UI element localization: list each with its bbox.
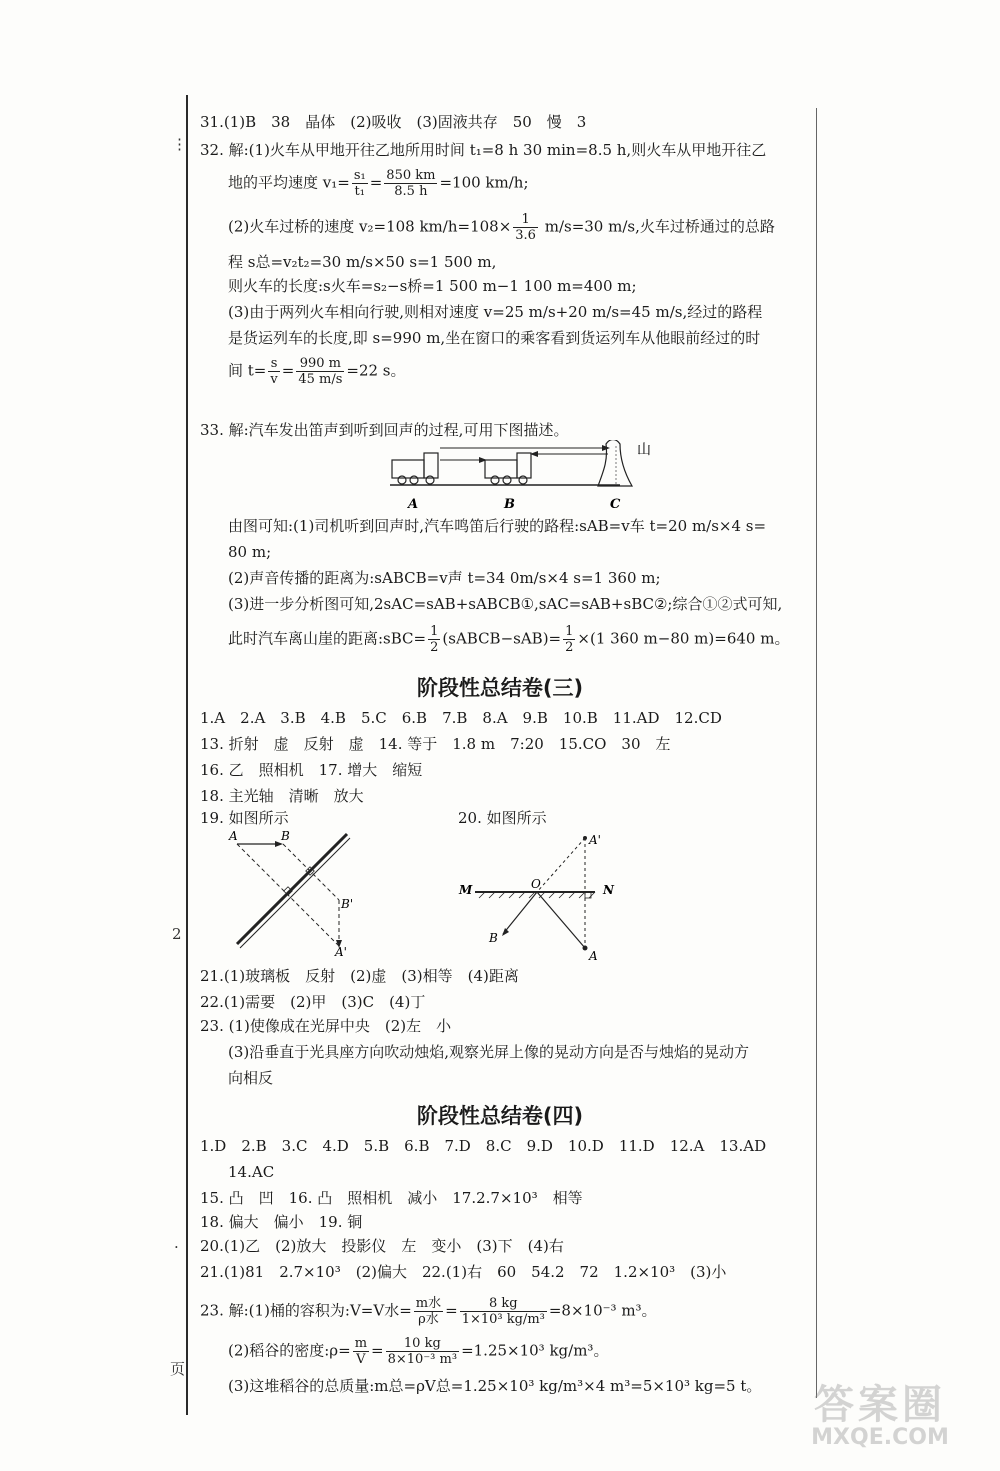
section-3-choices: 1.A 2.A 3.B 4.B 5.C 6.B 7.B 8.A 9.B 10.B 11.AD 12.CD [200, 709, 722, 727]
margin-page-number: 2 [172, 925, 182, 943]
mountain-label: 山 [637, 442, 651, 458]
answer-33-line-2: 由图可知:(1)司机听到回声时,汽车鸣笛后行驶的路程:sAB=v车 t=20 m/s×4 s= [228, 517, 767, 535]
watermark-title: 答案圈 [814, 1382, 946, 1428]
answer-32-line-5: 则火车的长度:s火车=s₂−s桥=1 500 m−1 100 m=400 m; [228, 277, 637, 295]
reflected-ray [503, 892, 537, 934]
label-b: B [281, 829, 290, 843]
plane-mirror [237, 834, 347, 944]
section-4-choices: 1.D 2.B 3.C 4.D 5.B 6.B 7.D 8.C 9.D 10.D 11.D 12.A 13.AD [200, 1137, 767, 1155]
truck-a-icon [392, 453, 438, 484]
fraction: $\frac{\text{s₁}}{\text{t₁}}$ [353, 168, 366, 199]
answer-33-line-6: 此时汽车离山崖的距离:sBC= $\frac{1}{2}$ (sABCB−sAB)= $\frac{1}{2}$ ×(1 360 m−80 m)=640 m。 [228, 624, 790, 655]
fraction: $\frac{s}{v}$ [270, 356, 278, 387]
section-3-answers-13-15: 13. 折射 虚 反射 虚 14. 等于 1.8 m 7:20 15.CO 30 左 [200, 735, 671, 753]
right-margin-line [816, 108, 817, 1398]
label-b-prime: B' [341, 897, 354, 911]
incident-ray [537, 892, 585, 948]
section-3-answers-16-17: 16. 乙 照相机 17. 增大 缩短 [200, 761, 423, 779]
truck-b-icon [485, 453, 531, 484]
section-3-answer-23-line-2: (3)沿垂直于光具座方向吹动烛焰,观察光屏上像的晃动方向是否与烛焰的晃动方 [228, 1043, 750, 1061]
section-4-answers-18-19: 18. 偏大 偏小 19. 铜 [200, 1213, 363, 1231]
section-4-answers-15-17: 15. 凸 凹 16. 凸 照相机 减小 17.2.7×10³ 相等 [200, 1189, 583, 1207]
fraction: $\frac{990 m}{45 m/s}$ [298, 356, 343, 387]
margin-mark-top: ⋮ [172, 135, 187, 153]
reflection-diagram-20 [455, 828, 635, 963]
echo-diagram [380, 440, 680, 515]
section-4-answer-23-line-2: (2)稻谷的密度:ρ= $\frac{m}{V}$ = $\frac{10 kg}{\text{8×10⁻³ m³}}$ =1.25×10³ kg/m³。 [228, 1336, 609, 1367]
fraction: $\frac{1}{2}$ [565, 624, 574, 655]
section-4-title: 阶段性总结卷(四) [416, 1104, 584, 1128]
answer-33-line-3: 80 m; [228, 543, 272, 561]
answer-32-line-4: 程 s总=v₂t₂=30 m/s×50 s=1 500 m, [228, 253, 497, 271]
fraction: $\frac{10 kg}{\text{8×10⁻³ m³}}$ [387, 1336, 458, 1367]
fraction: $\frac{1}{2}$ [430, 624, 439, 655]
section-3-title: 阶段性总结卷(三) [416, 676, 584, 700]
fraction: $\frac{1}{3.6}$ [515, 212, 536, 243]
answer-32-line-2: 地的平均速度 v₁= $\frac{\text{s₁}}{\text{t₁}}$ = $\frac{850 km}{8.5 h}$ =100 km/h; [228, 168, 529, 199]
fraction: $\frac{\text{m水}}{\text{ρ水}}$ [415, 1296, 442, 1327]
label-a-prime: A' [589, 833, 601, 847]
margin-mark-bottom: 页 [170, 1360, 186, 1378]
section-3-answer-20: 20. 如图所示 [458, 809, 547, 827]
watermark-url: MXQE.COM [811, 1425, 949, 1450]
section-3-answer-23-line-3: 向相反 [228, 1069, 274, 1087]
margin-mark-dot: · [174, 1238, 179, 1256]
point-b-label: B [504, 497, 515, 512]
section-4-answers-21-22: 21.(1)81 2.7×10³ (2)偏大 22.(1)右 60 54.2 72 1.2×10³ (3)小 [200, 1263, 727, 1281]
label-b: B [489, 931, 498, 945]
site-watermark [780, 1373, 980, 1463]
answer-33-line-4: (2)声音传播的距离为:sABCB=v声 t=34 0m/s×4 s=1 360 m; [228, 569, 661, 587]
fraction: $\frac{m}{V}$ [354, 1336, 368, 1367]
fraction: $\frac{850 km}{8.5 h}$ [386, 168, 436, 199]
label-m: M [459, 883, 473, 897]
point-c-label: C [610, 497, 621, 512]
section-4-choices-14: 14.AC [228, 1163, 275, 1181]
label-a: A [589, 949, 598, 963]
answer-31: 31.(1)B 38 晶体 (2)吸收 (3)固液共存 50 慢 3 [200, 113, 587, 131]
section-3-answer-22: 22.(1)需要 (2)甲 (3)C (4)丁 [200, 993, 426, 1011]
point-a-label: A [408, 497, 419, 512]
mirror-image-diagram-19 [225, 828, 365, 958]
answer-32-line-1: 32. 解:(1)火车从甲地开往乙地所用时间 t₁=8 h 30 min=8.5 h,则火车从甲地开往乙 [200, 141, 767, 159]
section-3-answer-18: 18. 主光轴 清晰 放大 [200, 787, 364, 805]
answer-32-line-6: (3)由于两列火车相向行驶,则相对速度 v=25 m/s+20 m/s=45 m/s,经过的路程 [228, 303, 763, 321]
section-3-answer-23: 23. (1)使像成在光屏中央 (2)左 小 [200, 1017, 452, 1035]
answer-32-line-3: (2)火车过桥的速度 v₂=108 km/h=108× $\frac{1}{3.6}$ m/s=30 m/s,火车过桥通过的总路 [228, 212, 775, 243]
answer-33-line-5: (3)进一步分析图可知,2sAC=sAB+sABCB①,sAC=sAB+sBC②;综合①②式可知, [228, 595, 783, 613]
label-n: N [603, 883, 614, 897]
section-3-answer-19: 19. 如图所示 [200, 809, 289, 827]
section-4-answer-23-line-3: (3)这堆稻谷的总质量:m总=ρV总=1.25×10³ kg/m³×4 m³=5×10³ kg=5 t。 [228, 1377, 762, 1395]
answer-32-line-7: 是货运列车的长度,即 s=990 m,坐在窗口的乘客看到货运列车从他眼前经过的时 [228, 329, 761, 347]
binding-margin-line [186, 95, 188, 1415]
section-3-answer-21: 21.(1)玻璃板 反射 (2)虚 (3)相等 (4)距离 [200, 967, 519, 985]
label-a: A [229, 829, 238, 843]
section-4-answer-20: 20.(1)乙 (2)放大 投影仪 左 变小 (3)下 (4)右 [200, 1237, 564, 1255]
answer-32-line-8: 间 t= $\frac{s}{v}$ = $\frac{990 m}{45 m/s}$ =22 s。 [228, 356, 406, 387]
fraction: $\frac{8 kg}{\text{1×10³ kg/m³}}$ [461, 1296, 545, 1327]
label-o: O [531, 877, 541, 891]
label-a-prime: A' [335, 945, 347, 958]
answer-33-line-1: 33. 解:汽车发出笛声到听到回声的过程,可用下图描述。 [200, 421, 569, 439]
section-4-answer-23-line-1: 23. 解:(1)桶的容积为:V=V水= $\frac{\text{m水}}{\text{ρ水}}$ = $\frac{8 kg}{\text{1×10³ kg/m³}}$ =8×10⁻³ m³。 [200, 1296, 657, 1327]
